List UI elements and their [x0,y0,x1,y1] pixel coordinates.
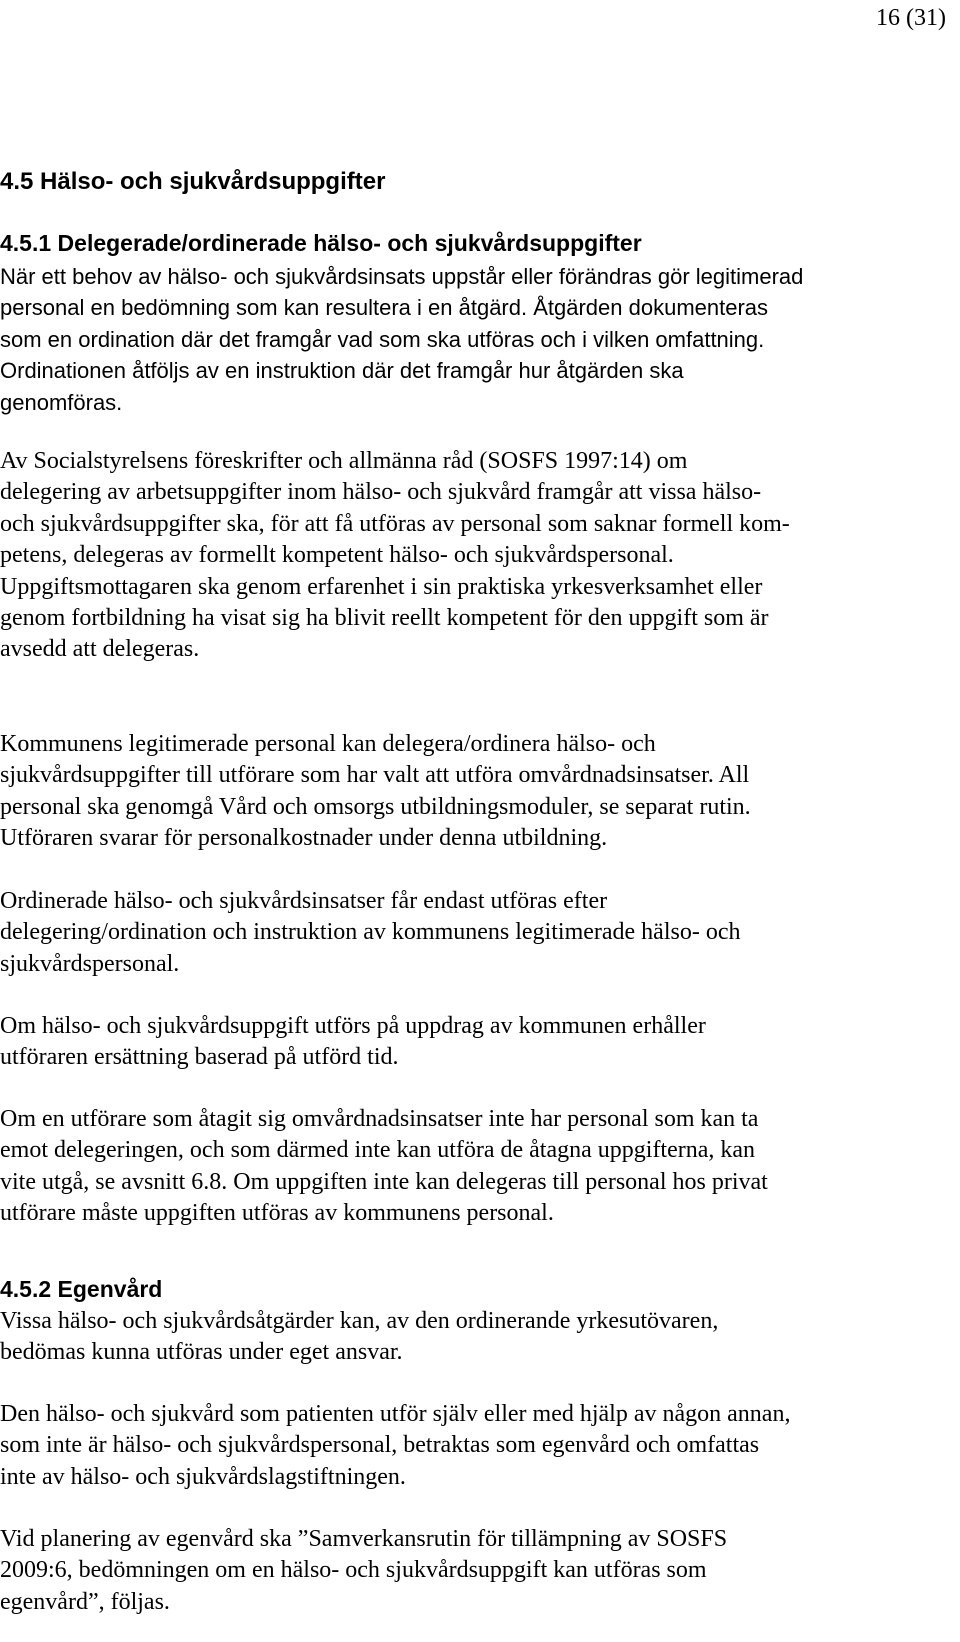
text-line: petens, delegeras av formellt kompetent hälso- och sjukvårdspersonal. [0,542,674,569]
paragraph-samverkansrutin [0,1524,727,1618]
text-line: Om hälso- och sjukvårdsuppgift utförs på uppdrag av kommunen erhåller [0,1013,706,1039]
text-line: inte av hälso- och sjukvårdslagstiftningen. [0,1463,406,1490]
text-line: sjukvårdspersonal. [0,950,180,977]
paragraph-ersattning [0,1011,706,1074]
section-heading: 4.5 Hälso- och sjukvårdsuppgifter [0,168,386,195]
text-line: Vid planering av egenvård ska ”Samverkansrutin för tillämpning av SOSFS [0,1526,728,1552]
text-line: emot delegeringen, och som därmed inte kan utföra de åtagna uppgifterna, kan [0,1137,756,1164]
text-line: utföraren ersättning baserad på utförd tid. [0,1044,399,1071]
text-line: avsedd att delegeras. [0,636,200,663]
text-line: vite utgå, se avsnitt 6.8. Om uppgiften inte kan delegeras till personal hos privat [0,1168,768,1195]
text-line: som inte är hälso- och sjukvårdspersonal, betraktas som egenvård och omfattas [0,1432,760,1459]
paragraph-kommunens-personal [0,729,751,855]
text-line: Utföraren svarar för personalkostnader under denna utbildning. [0,825,608,852]
text-line: delegering av arbetsuppgifter inom hälso- och sjukvård framgår att vissa hälso- [0,479,762,506]
text-line: sjukvårdsuppgifter till utförare som har valt att utföra omvårdnadsinsatser. All [0,762,750,789]
text-line: Den hälso- och sjukvård som patienten utför själv eller med hjälp av någon annan, [0,1401,791,1427]
paragraph-ordinerade-insatser [0,886,740,980]
text-line: utförare måste uppgiften utföras av kommunens personal. [0,1200,554,1227]
subsection-heading-4-5-1: 4.5.1 Delegerade/ordinerade hälso- och sjukvårdsuppgifter [0,230,642,256]
text-line: Uppgiftsmottagaren ska genom erfarenhet i sin praktiska yrkesverksamhet eller [0,573,763,600]
subsection-heading-4-5-2: 4.5.2 Egenvård [0,1276,163,1302]
text-line: Vissa hälso- och sjukvårdsåtgärder kan, av den ordinerande yrkesutövaren, [0,1308,719,1334]
text-line: delegering/ordination och instruktion av kommunens legitimerade hälso- och [0,919,741,946]
text-line: Ordinationen åtföljs av en instruktion där det framgår hur åtgärden ska [0,358,684,384]
text-line: egenvård”, följas. [0,1588,170,1615]
text-line: Kommunens legitimerade personal kan delegera/ordinera hälso- och [0,731,656,757]
text-line: personal en bedömning som kan resultera i en åtgärd. Åtgärden dokumenteras [0,295,769,321]
text-line: När ett behov av hälso- och sjukvårdsinsats uppstår eller förändras gör legitimerad [0,264,804,289]
text-line: bedömas kunna utföras under eget ansvar. [0,1339,403,1366]
text-line: som en ordination där det framgår vad som ska utföras och i vilken omfattning. [0,326,765,352]
paragraph-egenvard-intro [0,1306,718,1369]
text-line: genomföras. [0,389,123,415]
page-number: 16 (31) [876,5,946,31]
text-line: Om en utförare som åtagit sig omvårdnadsinsatser inte har personal som kan ta [0,1106,759,1132]
paragraph-vite [0,1104,768,1230]
text-line: genom fortbildning ha visat sig ha blivit reellt kompetent för den uppgift som är [0,605,769,632]
paragraph-egenvard-definition [0,1399,790,1493]
text-line: 2009:6, bedömningen om en hälso- och sjukvårdsuppgift kan utföras som [0,1557,707,1584]
text-line: Av Socialstyrelsens föreskrifter och allmänna råd (SOSFS 1997:14) om [0,448,688,474]
paragraph-sosfs-delegation [0,446,790,666]
paragraph-ordination [0,261,803,418]
text-line: och sjukvårdsuppgifter ska, för att få utföras av personal som saknar formell kom- [0,510,790,537]
text-line: personal ska genomgå Vård och omsorgs utbildningsmoduler, se separat rutin. [0,793,751,820]
text-line: Ordinerade hälso- och sjukvårdsinsatser får endast utföras efter [0,888,608,914]
